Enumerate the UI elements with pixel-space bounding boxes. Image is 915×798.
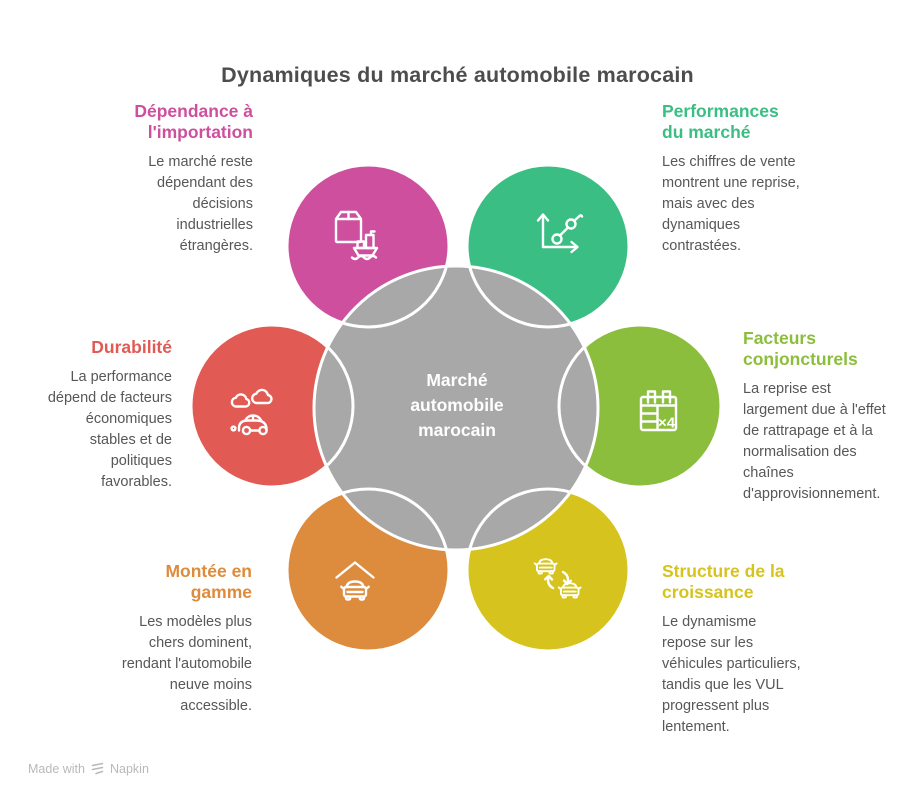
section-import-body: Le marché reste dépendant des décisions industrielles étrangères. (148, 154, 253, 255)
section-durability-body: La performance dépend de facteurs économiques stables et de politiques favorables. (47, 369, 172, 491)
section-upmarket-title: Montée en gamme (165, 561, 252, 602)
section-conjunctural (743, 328, 895, 505)
section-performance-body: Les chiffres de vente montrent une reprise, mais avec des dynamiques contrastées. (662, 154, 800, 255)
page-title: Dynamiques du marché automobile marocain (221, 63, 694, 88)
section-durability-title: Durabilité (91, 337, 172, 357)
center-label: Marché automobile marocain (410, 370, 504, 440)
section-growth-body: Le dynamisme repose sur les véhicules particuliers, tandis que les VUL progressent plus lentement. (662, 614, 801, 736)
section-import (113, 101, 253, 257)
section-growth (662, 561, 804, 738)
section-conjunctural-body: La reprise est largement due à l'effet de rattrapage et à la normalisation des chaînes d'approvisionnement. (743, 381, 886, 503)
section-durability (42, 337, 172, 493)
calendar-x4-label: ×4 (657, 414, 676, 432)
made-with-napkin (28, 761, 149, 776)
section-upmarket-body: Les modèles plus chers dominent, rendant l'automobile neuve moins accessible. (121, 614, 252, 715)
section-growth-title: Structure de la croissance (662, 561, 785, 602)
section-upmarket (112, 561, 252, 717)
napkin-logo-icon (90, 761, 105, 776)
napkin-brand-text: Napkin (109, 761, 149, 776)
section-conjunctural-title: Facteurs conjoncturels (743, 328, 858, 369)
section-import-title: Dépendance à l'importation (134, 101, 253, 142)
section-performance (662, 101, 814, 257)
made-with-text: Made with (28, 761, 85, 776)
section-performance-title: Performances du marché (662, 101, 779, 142)
